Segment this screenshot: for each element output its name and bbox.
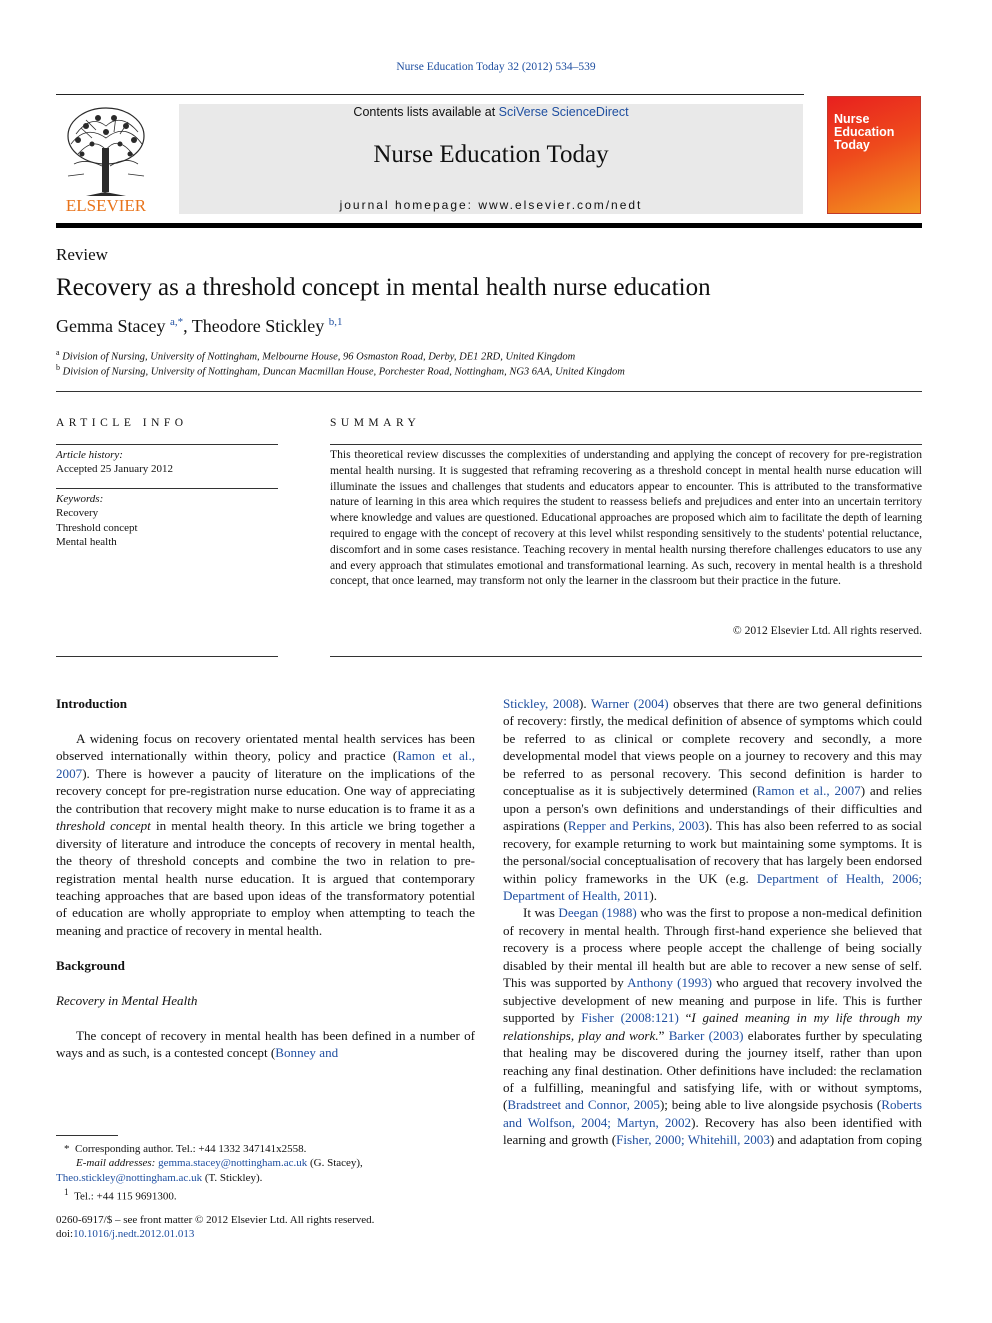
citation-link[interactable]: Fisher, 2000; Whitehill, 2003: [616, 1132, 770, 1148]
body-text: in mental health theory. In this article we bring together a diversity of literature and introduce the concepts of recovery in mental health, the theory of threshold concepts and combine the two in relation to pre-registration mental health nurse education. It is argued that contemporary teaching approaches that are based upon ideas of the transformatory potential of education are wholly appropriate to employ when attempting to teach the meaning and practice of recovery in mental health.: [56, 818, 476, 938]
footnote-1: [56, 1185, 475, 1204]
elsevier-logo: [56, 104, 156, 214]
summary-bottom-rule: [330, 656, 922, 657]
body-text-emphasis: threshold concept: [56, 818, 151, 834]
summary-copyright: © 2012 Elsevier Ltd. All rights reserved.: [732, 624, 922, 637]
contents-line: [179, 105, 803, 119]
body-text: observes that there are two general definitions of recovery: firstly, the medical definition of absence of symptoms which could be referred to as clinical or complete recovery and secondly, a more developmental model that views people on a journey to recovery and this may be referred to as personal recovery. This second definition is harder to conceptualise as it is subjectively determined (: [503, 696, 923, 799]
footnotes: [56, 1142, 475, 1204]
body-text: ) and relies upon a person's own definitions and understandings of their difficulties and aspirations (: [503, 783, 923, 834]
body-text: who was the first to propose a non-medical definition of recovery in mental health. Through first-hand experience she believed that recovery is a process where people accept the challenge of being socially disabled by their mental ill health but are able to recover a new sense of self. This was supported by: [503, 905, 922, 991]
footnote-mark: 1: [64, 1186, 69, 1197]
header-thick-rule: [56, 223, 922, 228]
keyword-item: Mental health: [56, 535, 117, 548]
background-paragraph-cont: [503, 695, 922, 904]
body-text: ) and adaptation from coping: [769, 1132, 922, 1148]
body-text: ).: [649, 887, 658, 903]
sciencedirect-link[interactable]: SciVerse ScienceDirect: [498, 105, 629, 119]
elsevier-tree-icon: [56, 104, 156, 214]
body-text: A widening focus on recovery orientated mental health services has been observed internationally within theory, policy and practice (: [56, 730, 475, 764]
keywords-rule: [56, 488, 278, 489]
citation-link[interactable]: Anthony (1993): [627, 975, 713, 991]
email-note: [56, 1156, 475, 1170]
article-type: Review: [56, 245, 108, 264]
journal-citation[interactable]: Nurse Education Today 32 (2012) 534–539: [396, 61, 596, 73]
keyword-item: Threshold concept: [56, 521, 138, 534]
summary-heading: SUMMARY: [330, 417, 421, 429]
footnote-text: Tel.: +44 115 9691300.: [74, 1190, 177, 1203]
footnote-mark: *: [64, 1143, 70, 1155]
summary-text: This theoretical review discusses the complexities of understanding and applying the concept of recovery for pre-registration mental health nursing. It is suggested that reframing recovering as a threshold concept in mental health nurse education will illuminate the issues and challenges that students and educators appear to encounter. This is attributed to the transformative nature of learning in this area which requires the student to reassess beliefs and prejudices and enter into an uncertain territory where knowledge and values are questioned. Educational approaches are proposed which aim to facilitate the depth of learning required to engage with the concept of recovery at this level whilst responding sensitively to the students' potential reluctance, discomfort and in some cases resistance. Teaching recovery in mental health nursing therefore challenges educators to use any and every approach that stimulates emotional and transformational learning. As such, recovery in mental health is a threshold concept, that once learned, may transform not only the learner in the classroom but their practice in the future.: [330, 448, 922, 588]
body-right-column: [503, 695, 922, 1149]
deegan-paragraph: [503, 904, 922, 1148]
email-note-cont: [56, 1171, 475, 1185]
body-text: ). This has also been referred to as social recovery, for example returning to work but maintaining some symptoms. It is the personal/social conceptualisation of recovery that has largely been endorsed within policy frameworks in the UK (e.g.: [503, 818, 923, 886]
email-label: E-mail addresses:: [76, 1157, 156, 1170]
summary-rule: [330, 444, 922, 445]
contents-prefix: Contents lists available at: [353, 105, 499, 119]
background-paragraph-start: [56, 1027, 475, 1062]
citation-link[interactable]: Bradstreet and Connor, 2005: [507, 1097, 660, 1113]
front-matter: [56, 1213, 475, 1242]
email-link-stacey[interactable]: gemma.stacey@nottingham.ac.uk: [158, 1157, 308, 1170]
body-text: ). Recovery has also been identified with learning and growth (: [503, 1114, 922, 1148]
citation-link[interactable]: Roberts and Wolfson, 2004; Martyn, 2002: [503, 1097, 922, 1130]
body-text: who argued that recovery involved the subjective development of new meaning and purpose in life. This is further supported by: [503, 975, 923, 1026]
body-left-column: [56, 695, 475, 1061]
citation-link[interactable]: Barker (2003): [668, 1027, 744, 1043]
body-text: It was: [523, 905, 559, 921]
email-owner: (G. Stacey),: [307, 1157, 363, 1170]
citation-link[interactable]: Deegan (1988): [558, 905, 637, 921]
accepted-date: Accepted 25 January 2012: [56, 463, 173, 476]
footnote-rule: [56, 1135, 118, 1136]
citation-link[interactable]: Department of Health, 2006; Department of Health, 2011: [503, 870, 922, 903]
affiliation-a: [56, 348, 575, 363]
quote-emphasis: I gained meaning in my life through my relationships, play and work.: [503, 1010, 922, 1043]
keywords-label: Keywords:: [56, 493, 104, 505]
article-title: Recovery as a threshold concept in mental health nurse education: [56, 274, 711, 301]
introduction-paragraph: [56, 730, 475, 939]
keyword-item: Recovery: [56, 507, 99, 520]
article-info-heading: ARTICLE INFO: [56, 417, 188, 429]
journal-cover: [827, 96, 921, 214]
author-list: [56, 316, 343, 337]
body-text: ). There is however a paucity of literature on the implications of the recovery concept for pre-registration nurse education. One way of appreciating the contribution that recovery might make to nurse education is to frame it as a: [56, 765, 475, 816]
body-text: “: [678, 1010, 692, 1026]
affiliation-a-mark: a: [56, 348, 60, 357]
doi-link[interactable]: 10.1016/j.nedt.2012.01.013: [73, 1228, 195, 1241]
article-history: [56, 448, 278, 477]
affiliation-b: [56, 363, 625, 378]
article-info-rule: [56, 444, 278, 445]
citation-link[interactable]: Fisher (2008:121): [581, 1010, 679, 1026]
affiliation-b-text: Division of Nursing, University of Nottingham, Duncan Macmillan House, Porchester Road, Nottingham, NG3 6AA, United Kingdom: [62, 366, 625, 378]
article-info-bottom-rule: [56, 656, 278, 657]
doi-line: [56, 1227, 475, 1241]
corresponding-author-note: [56, 1142, 475, 1156]
recovery-subheading: Recovery in Mental Health: [56, 992, 198, 1008]
header-top-rule: [56, 94, 804, 95]
history-label: Article history:: [56, 449, 123, 461]
author-stacey-affil[interactable]: a,*: [169, 316, 184, 328]
body-text: ”: [658, 1027, 669, 1043]
body-text: ).: [579, 696, 591, 711]
issn-line: 0260-6917/$ – see front matter © 2012 Elsevier Ltd. All rights reserved.: [56, 1214, 375, 1226]
citation-link[interactable]: Bonney and: [275, 1045, 339, 1060]
email-owner: (T. Stickley).: [202, 1171, 263, 1184]
author-stickley-affil[interactable]: b,1: [328, 316, 343, 328]
body-text: elaborates further by speculating that healing may be discovered during the journey itself, rather than upon reaching any final destination. Other definitions have included: the reclamation of a fulfilling, meaningful and satisfying life, with or without symptoms, (: [503, 1027, 923, 1113]
citation-link[interactable]: Repper and Perkins, 2003: [567, 818, 705, 834]
citation-link[interactable]: Stickley, 2008: [503, 696, 580, 711]
journal-title: Nurse Education Today: [373, 141, 609, 168]
background-heading: Background: [56, 957, 125, 973]
journal-homepage[interactable]: journal homepage: www.elsevier.com/nedt: [339, 198, 643, 212]
affiliation-b-mark: b: [56, 363, 60, 372]
author-stickley: Theodore Stickley: [191, 316, 325, 336]
body-text: The concept of recovery in mental health has been defined in a number of ways and as such, is a contested concept (: [56, 1027, 475, 1060]
cover-title: Nurse Education Today: [834, 112, 895, 152]
title-block-rule: [56, 391, 922, 392]
citation-link[interactable]: Ramon et al., 2007: [56, 748, 475, 781]
footnote-text: Corresponding author. Tel.: +44 1332 347141x2558.: [75, 1143, 307, 1155]
citation-link[interactable]: Ramon et al., 2007: [756, 783, 861, 799]
introduction-heading: Introduction: [56, 696, 128, 711]
body-text: ); being able to live alongside psychosis (: [659, 1097, 882, 1113]
citation-link[interactable]: Warner (2004): [590, 696, 669, 711]
affiliation-a-text: Division of Nursing, University of Nottingham, Melbourne House, 96 Osmaston Road, Derby, DE1 2RD, United Kingdom: [62, 351, 576, 363]
email-link-stickley[interactable]: Theo.stickley@nottingham.ac.uk: [56, 1171, 203, 1184]
keywords: [56, 492, 278, 549]
doi-label: doi:: [56, 1228, 74, 1241]
author-stacey: Gemma Stacey: [56, 316, 166, 336]
elsevier-wordmark: ELSEVIER: [65, 196, 147, 214]
author-separator: ,: [183, 316, 192, 336]
